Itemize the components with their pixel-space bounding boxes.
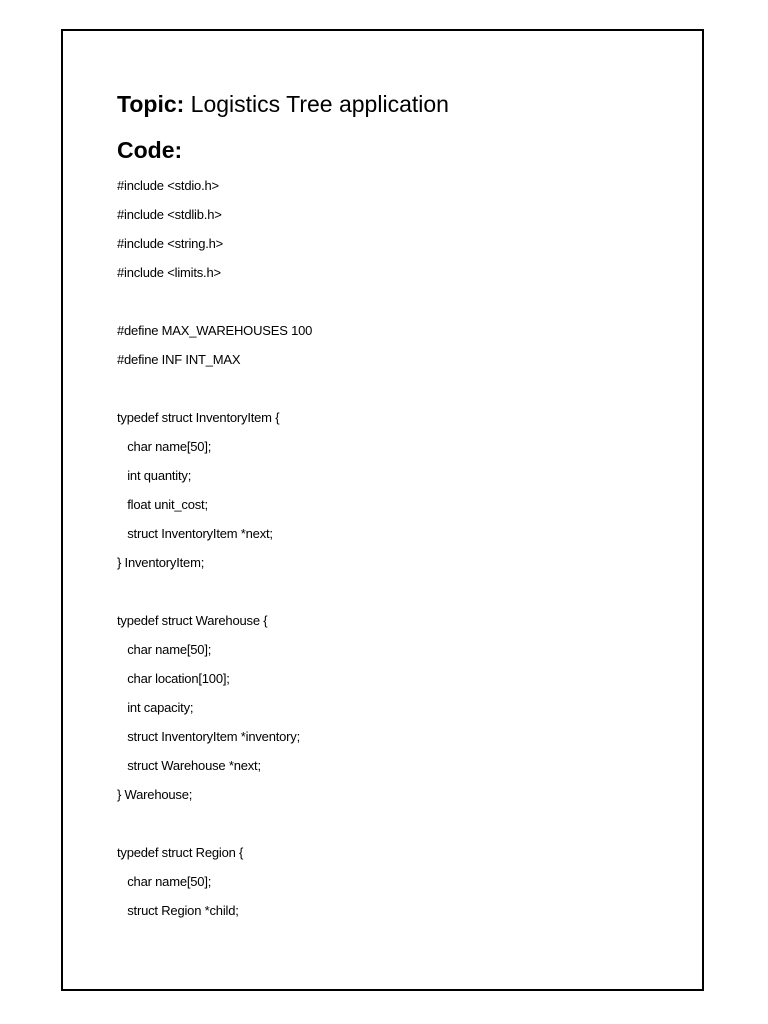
code-line: #define MAX_WAREHOUSES 100 <box>117 323 313 338</box>
code-line: typedef struct Region { <box>117 845 244 860</box>
code-line: char name[50]; <box>117 439 212 454</box>
topic-value: Logistics Tree application <box>184 91 449 117</box>
code-line: int quantity; <box>117 468 192 483</box>
code-block <box>117 171 312 925</box>
code-line: } InventoryItem; <box>117 555 205 570</box>
code-line: #include <string.h> <box>117 236 224 251</box>
code-line: struct InventoryItem *next; <box>117 526 273 541</box>
code-line: float unit_cost; <box>117 497 208 512</box>
code-line <box>117 809 312 838</box>
code-line: #include <limits.h> <box>117 265 221 280</box>
code-line <box>117 374 312 403</box>
code-line: char location[100]; <box>117 671 230 686</box>
code-line <box>117 577 312 606</box>
code-line: typedef struct InventoryItem { <box>117 410 280 425</box>
code-line: char name[50]; <box>117 642 212 657</box>
code-line: #include <stdio.h> <box>117 178 219 193</box>
code-line: struct Region *child; <box>117 903 239 918</box>
code-line: struct InventoryItem *inventory; <box>117 729 301 744</box>
code-line: #include <stdlib.h> <box>117 207 222 222</box>
code-heading: Code: <box>117 137 183 163</box>
code-line <box>117 287 312 316</box>
code-line: char name[50]; <box>117 874 212 889</box>
code-line: int capacity; <box>117 700 194 715</box>
topic-label: Topic: <box>117 91 185 117</box>
code-line: struct Warehouse *next; <box>117 758 261 773</box>
topic-heading <box>117 90 449 118</box>
code-line: } Warehouse; <box>117 787 193 802</box>
code-line: typedef struct Warehouse { <box>117 613 268 628</box>
code-line: #define INF INT_MAX <box>117 352 241 367</box>
